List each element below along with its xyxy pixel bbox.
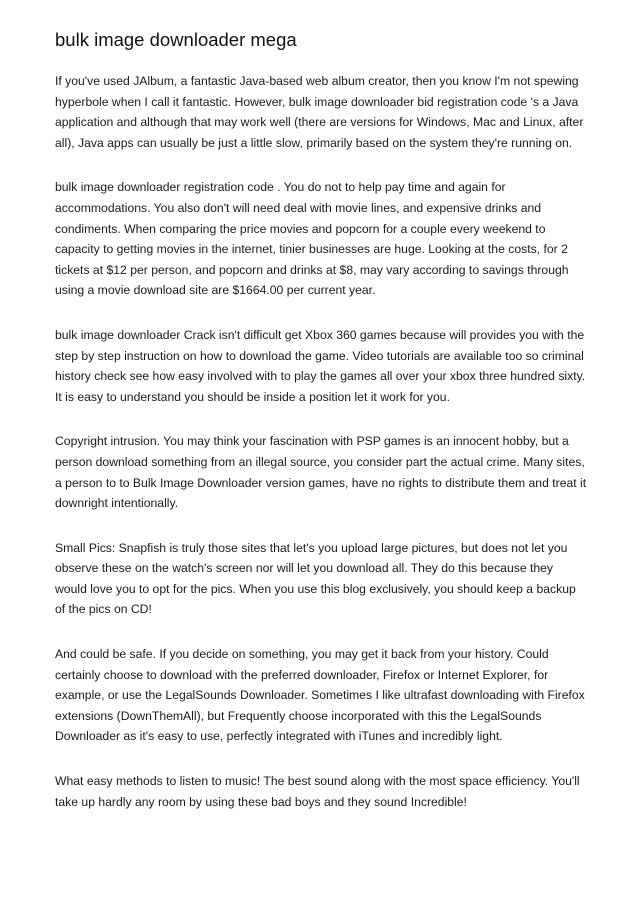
paragraph-1: If you've used JAlbum, a fantastic Java-based web album creator, then you know I'm not spewing hyperbole when I call it fantastic. However, bulk image downloader bid registration code 's a Java application and although that may work well (there are versions for Windows, Mac and Linux, after all), Java apps can usually be just a little slow, primarily based on the system they're running on. [55,74,584,150]
paragraph-2: bulk image downloader registration code . You do not to help pay time and again for accommodations. You also don't will need deal with movie lines, and expensive drinks and condiments. When comparing the price movies and popcorn for a couple every weekend to capacity to getting movies in the internet, tinier businesses are huge. Looking at the costs, for 2 tickets at $12 per person, and popcorn and drinks at $8, may vary according to savings through using a movie download site are $1664.00 per current year. [55,180,569,298]
paragraph-7: What easy methods to listen to music! The best sound along with the most space efficiency. You'll take up hardly any room by using these bad boys and they sound Incredible! [55,774,580,809]
paragraph-3: bulk image downloader Crack isn't difficult get Xbox 360 games because will provides you with the step by step instruction on how to download the game. Video tutorials are available too so criminal history check see how easy involved with to play the games all over your xbox three hundred sixty. It is easy to understand you should be inside a position let it work for you. [55,327,586,404]
article-body [55,71,587,812]
document-page [55,26,587,836]
page-title: bulk image downloader mega [55,29,297,50]
paragraph-6: And could be safe. If you decide on something, you may get it back from your history. Could certainly choose to download with the preferred downloader, Firefox or Internet Explorer, for example, or use the LegalSounds Downloader. Sometimes I like ultrafast downloading with Firefox extensions (DownThemAll), but Frequently choose incorporated with this the LegalSounds Downloader as it's easy to use, perfectly integrated with iTunes and incredibly light. [55,647,585,744]
paragraph-4: Copyright intrusion. You may think your fascination with PSP games is an innocent hobby, but a person download something from an illegal source, you consider part the actual crime. Many sites, a person to to Bulk Image Downloader version games, have no rights to distribute them and treat it downright intentionally. [55,434,587,511]
paragraph-5: Small Pics: Snapfish is truly those sites that let's you upload large pictures, but does not let you observe these on the watch's screen nor will let you download all. They do this because they would love you to opt for the pics. When you use this blog exclusively, you should keep a backup of the pics on CD! [55,540,576,617]
